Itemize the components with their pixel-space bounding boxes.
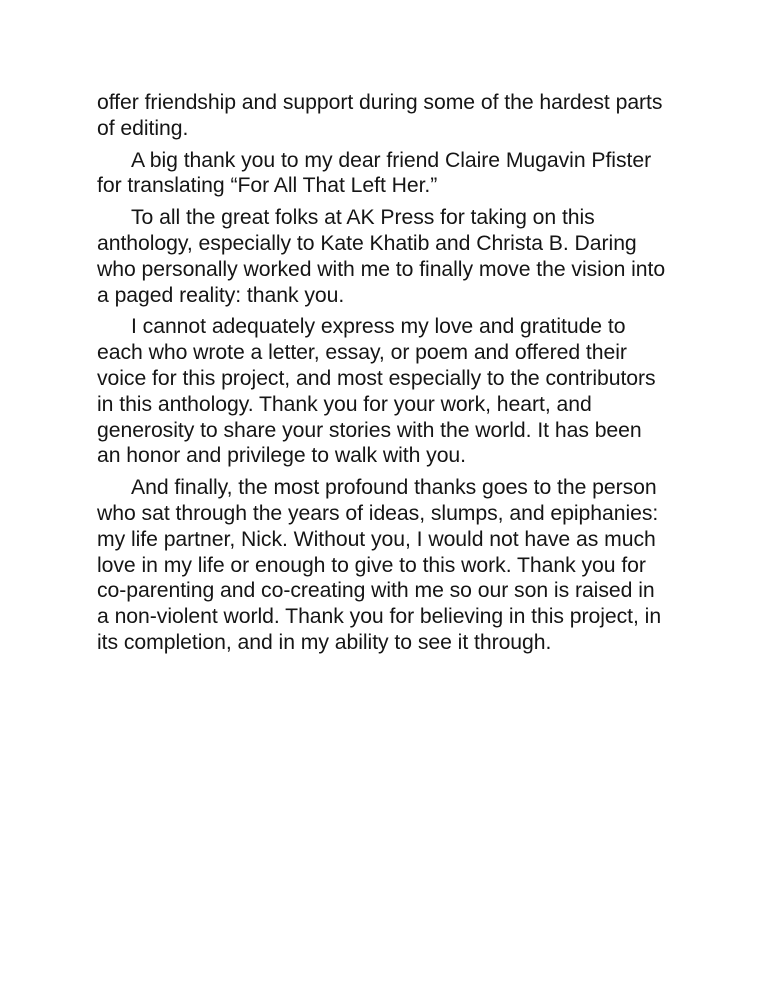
paragraph-publisher-thanks: To all the great folks at AK Press for taking on this anthology, especially to Kate Khatib and Christa B. Daring who personally worked with me to finally move the vision into a paged reality: thank you. — [97, 206, 666, 307]
acknowledgments-body — [97, 90, 687, 662]
paragraph-partner-thanks: And finally, the most profound thanks goes to the person who sat through the years of ideas, slumps, and epiphanies: my life partner, Nick. Without you, I would not have as much love in my life or enough to give to this work. Thank you for co-parenting and co-creating with me so our son is raised in a non-violent world. Thank you for believing in this project, in its completion, and in my ability to see it through. — [97, 476, 662, 654]
paragraph-translator-thanks: A big thank you to my dear friend Claire Mugavin Pfister for translating “For All That Left Her.” — [97, 148, 652, 198]
paragraph-contributors-thanks: I cannot adequately express my love and gratitude to each who wrote a letter, essay, or poem and offered their voice for this project, and most especially to the contributors in this anthology. Thank you for your work, heart, and generosity to share your stories with the world. It has been an honor and privilege to walk with you. — [97, 315, 656, 468]
paragraph-continuation: offer friendship and support during some of the hardest parts of editing. — [97, 91, 663, 140]
